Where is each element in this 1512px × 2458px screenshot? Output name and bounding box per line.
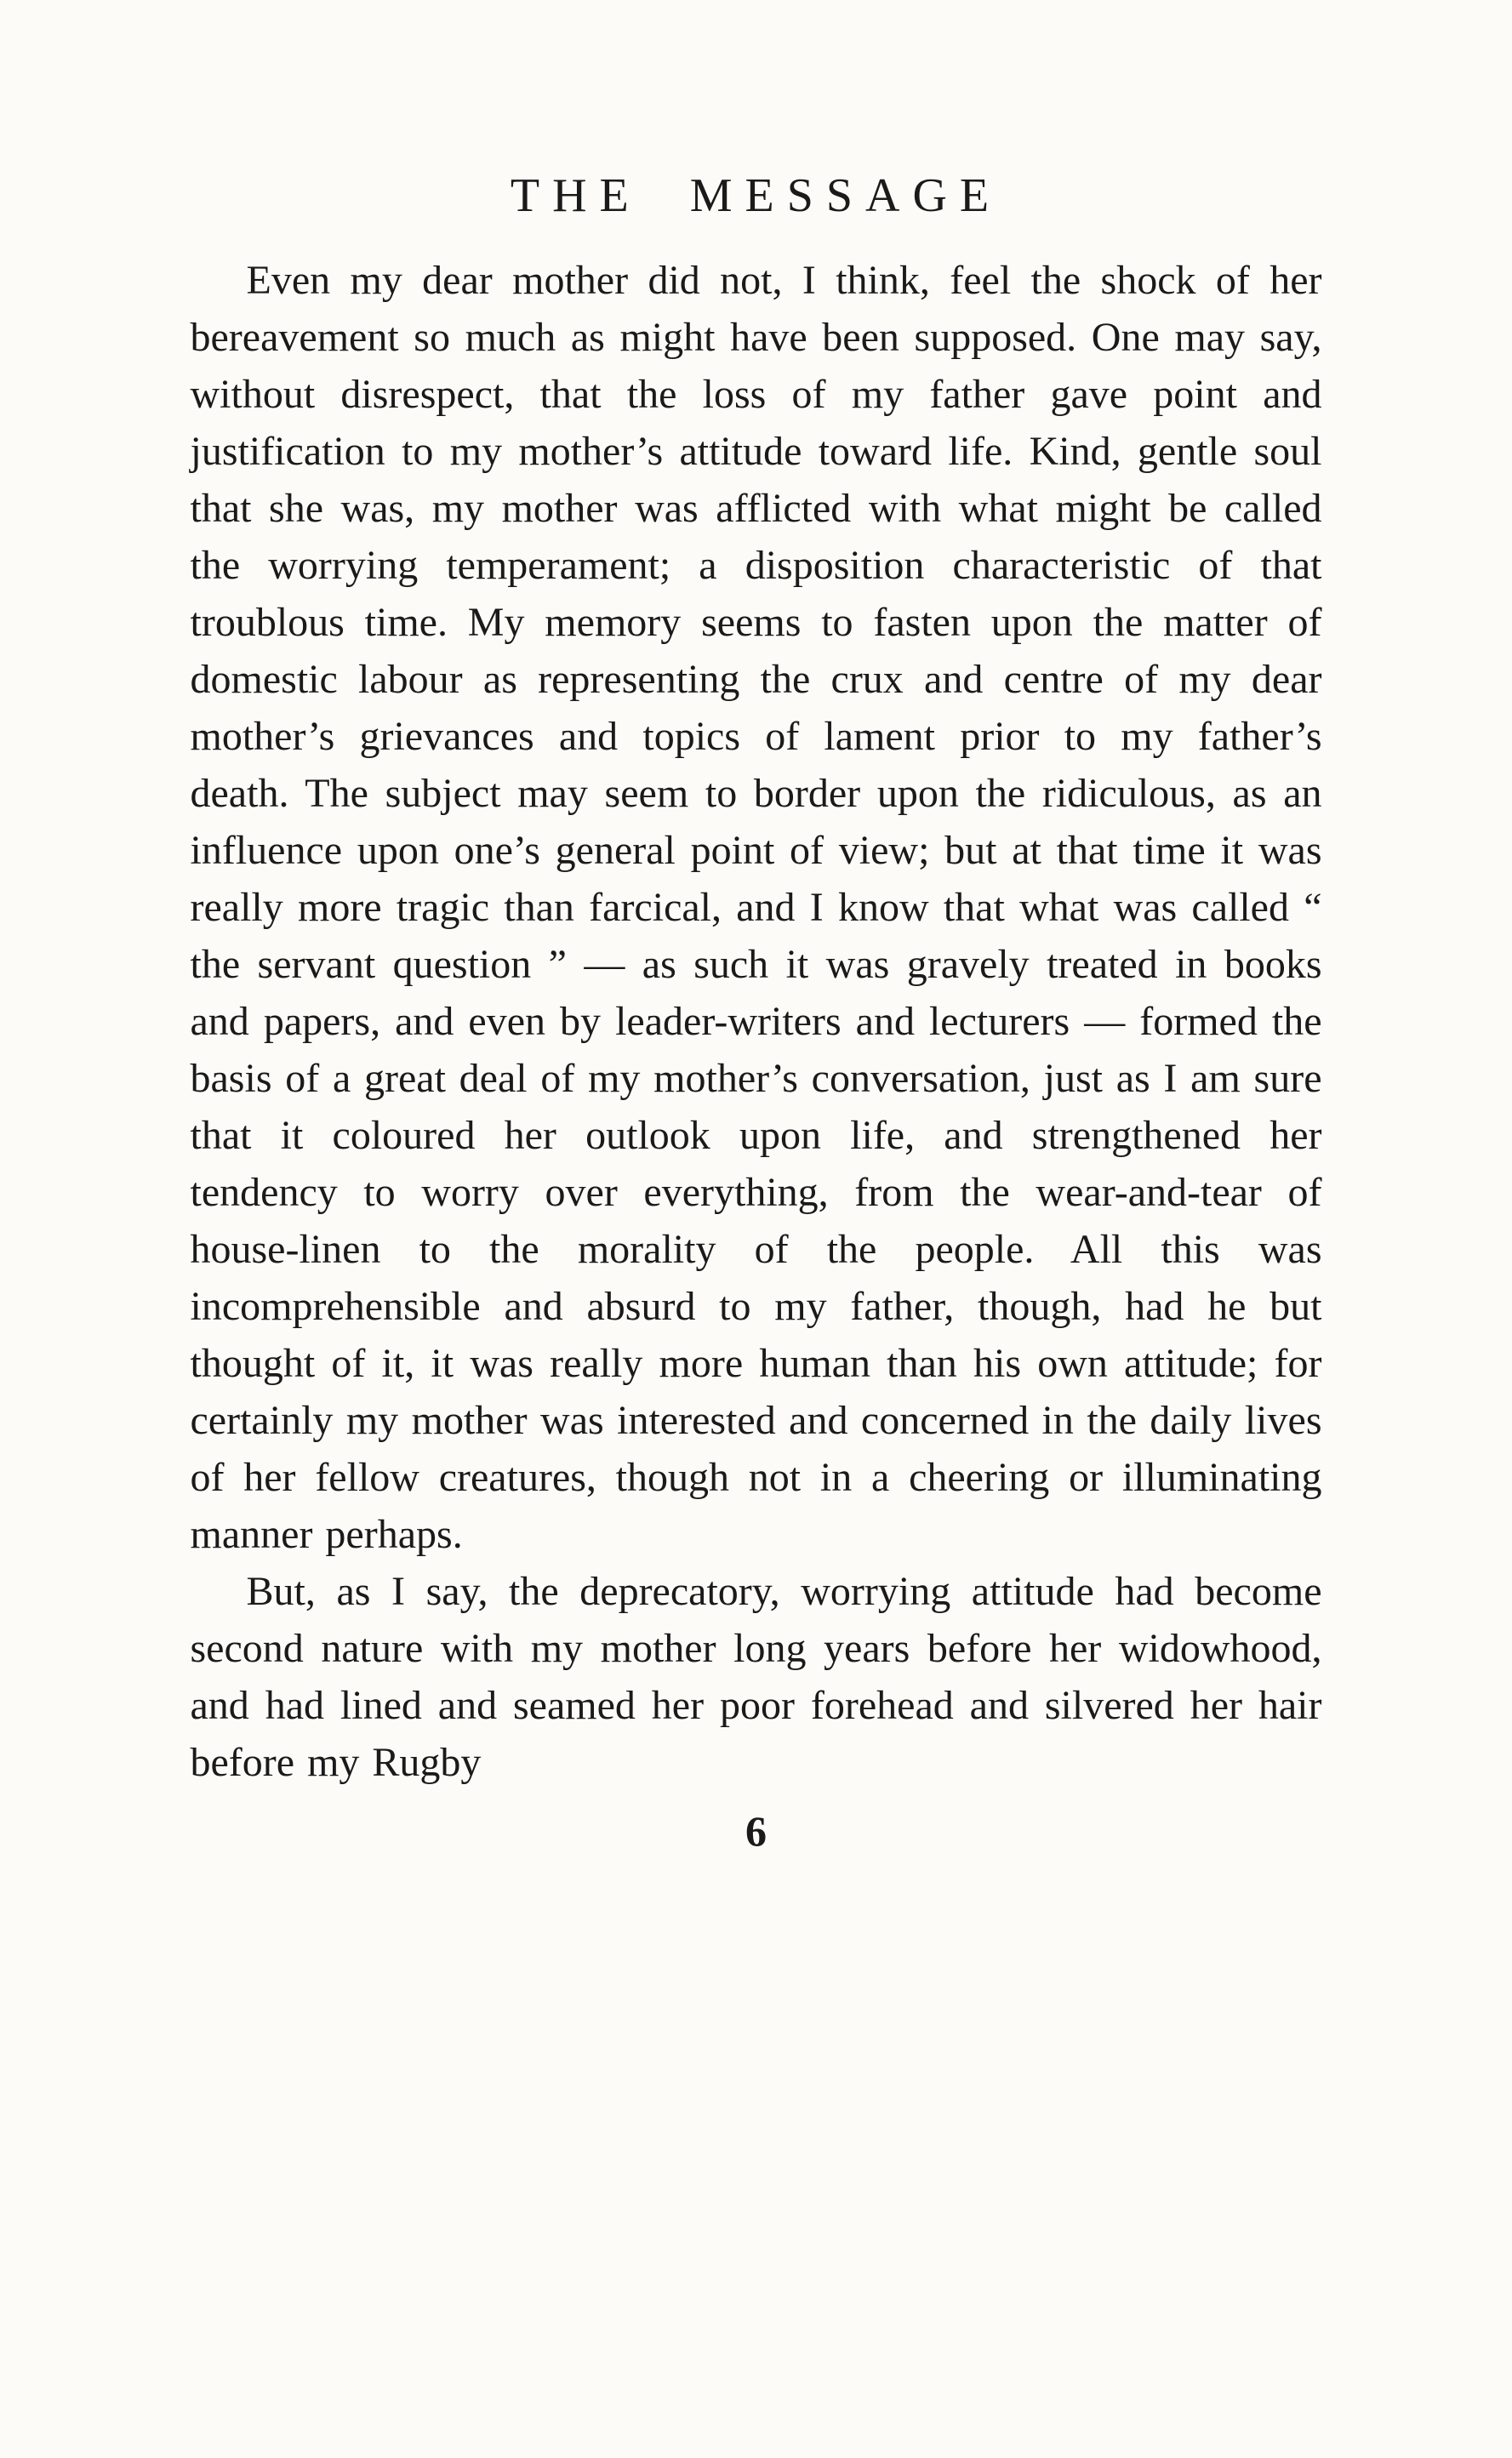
paragraph: Even my dear mother did not, I think, feel the shock of her bereavement so much as might have been supposed. One may say, without disrespect, that the loss of my father gave point and justification to my mother’s attitude toward life. Kind, gentle soul that she was, my mother was afflicted with what might be called the worrying temperament; a disposition characteristic of that troublous time. My memory seems to fasten upon the matter of domestic labour as representing the crux and centre of my dear mother’s grievances and topics of lament prior to my father’s death. The subject may seem to border upon the ridiculous, as an influence upon one’s general point of view; but at that time it was really more tragic than farcical, and I know that what was called “ the servant question ” — as such it was gravely treated in books and papers, and even by leader-writers and lecturers — formed the basis of a great deal of my mother’s conversation, just as I am sure that it coloured her outlook upon life, and strengthened her tendency to worry over everything, from the wear-and-tear of house-linen to the morality of the people. All this was incomprehensible and absurd to my father, though, had he but thought of it, it was really more human than his own attitude; for certainly my mother was interested and concerned in the daily lives of her fellow creatures, though not in a cheering or illuminating manner perhaps. [190,258,1322,1557]
paragraph: But, as I say, the deprecatory, worrying attitude had become second nature with my mother long years before her widowhood, and had lined and seamed her poor forehead and silvered her hair before my Rugby [190,1569,1322,1785]
page-number: 6 [745,1807,767,1855]
page-title: THE MESSAGE [510,169,1002,222]
text-block [191,0,1322,1860]
